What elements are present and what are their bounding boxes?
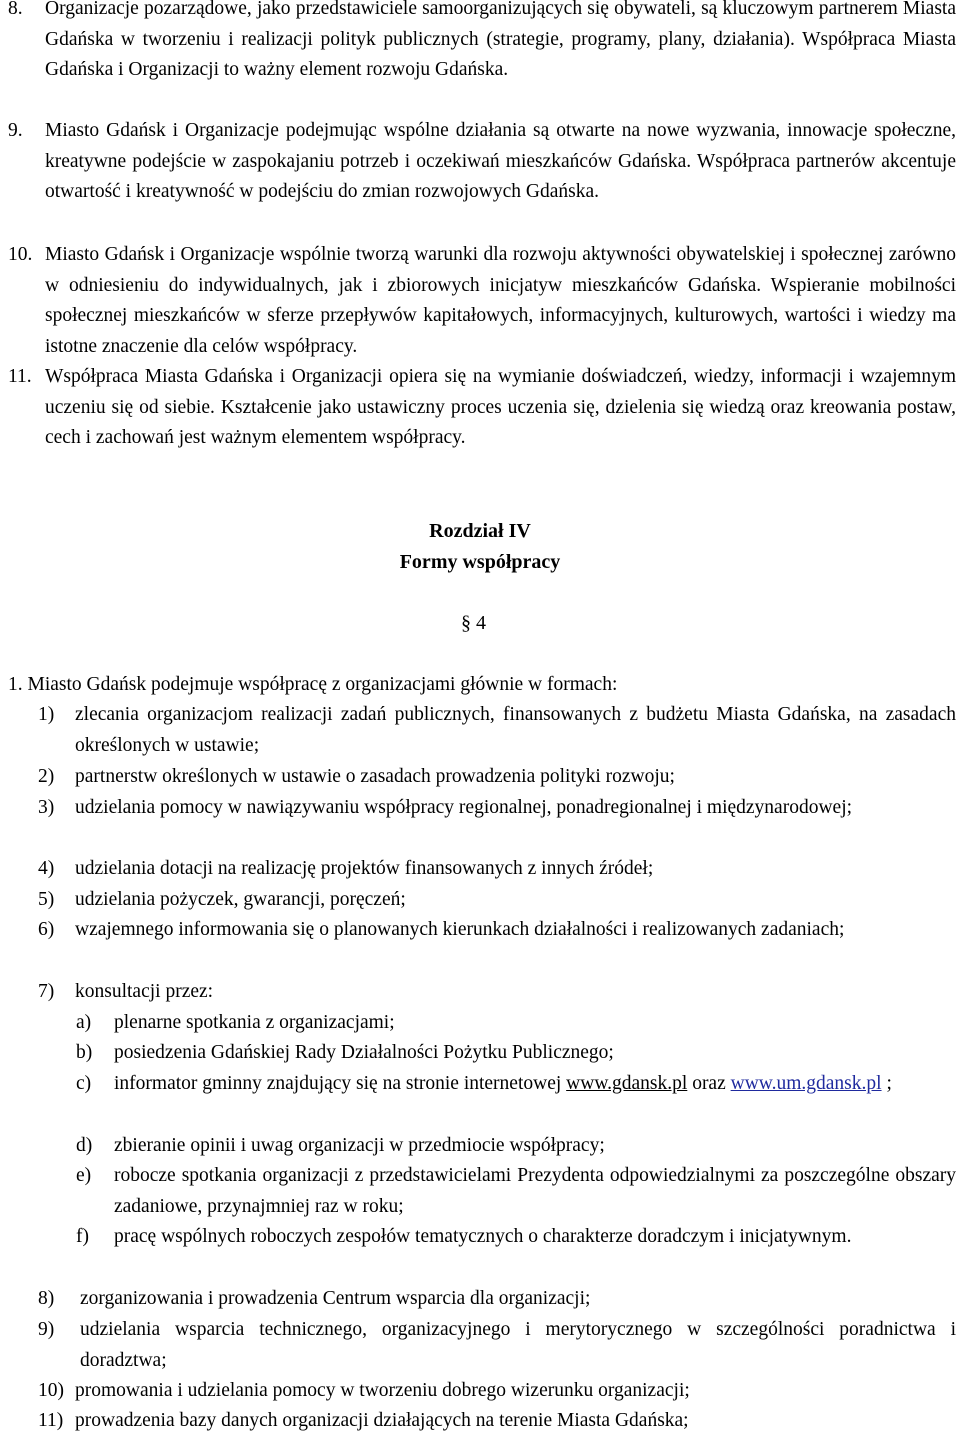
list-item-number: 11)	[38, 1410, 64, 1431]
section-intro-text: Miasto Gdańsk podejmuje współpracę z organizacjami głównie w formach:	[27, 674, 618, 695]
list-item	[38, 1406, 956, 1437]
list-item	[38, 854, 956, 885]
list-item	[38, 762, 956, 793]
sub-list-item-letter: e)	[76, 1165, 92, 1186]
list-item-number: 10)	[38, 1380, 64, 1401]
sub-list-item-text: pracę wspólnych roboczych zespołów tematycznych o charakterze doradczym i inicjatywnym.	[114, 1226, 852, 1247]
paragraph-8	[8, 0, 956, 86]
paragraph-text: Miasto Gdańsk i Organizacje podejmując wspólne działania są otwarte na nowe wyzwania, innowacje społeczne, kreatywne podejście w zaspokajaniu potrzeb i oczekiwań mieszkańców Gdańska. Współpraca partnerów akcentuje otwartość i kreatywność w podejściu do zmian rozwojowych Gdańska.	[45, 120, 956, 203]
sub-list-item-letter: a)	[76, 1012, 92, 1033]
list-item-number: 2)	[38, 766, 55, 787]
list-item-number: 4)	[38, 858, 55, 879]
list-item	[38, 1284, 956, 1315]
list-item	[38, 700, 956, 761]
sub-list-item	[76, 1038, 956, 1069]
paragraph-11	[8, 362, 956, 454]
link-gdansk-pl[interactable]: www.gdansk.pl	[566, 1073, 688, 1094]
list-item-text: zorganizowania i prowadzenia Centrum wsparcia dla organizacji;	[80, 1288, 591, 1309]
sub-list-item-letter: b)	[76, 1042, 93, 1063]
section-intro-number: 1.	[8, 674, 23, 695]
list-item-text: udzielania pomocy w nawiązywaniu współpracy regionalnej, ponadregionalnej i międzynarodowej;	[75, 797, 853, 818]
paragraph-number: 10.	[8, 244, 33, 265]
sub-list-item	[76, 1008, 956, 1039]
list-item-text: udzielania dotacji na realizację projektów finansowanych z innych źródeł;	[75, 858, 654, 879]
paragraph-9	[8, 116, 956, 208]
section-intro	[8, 670, 956, 701]
paragraph-number: 8.	[8, 0, 23, 19]
section-sign: § 4	[461, 612, 486, 634]
link-um-gdansk-pl[interactable]: www.um.gdansk.pl	[730, 1073, 882, 1094]
sub-list-item-text	[114, 1069, 956, 1100]
list-item-number: 1)	[38, 704, 55, 725]
sub-list-item-text: zbieranie opinii i uwag organizacji w przedmiocie współpracy;	[114, 1135, 605, 1156]
paragraph-10	[8, 240, 956, 362]
list-item	[38, 793, 956, 824]
sub-list-item-text: plenarne spotkania z organizacjami;	[114, 1012, 395, 1033]
sub-list-item-text-part: ;	[886, 1073, 892, 1094]
sub-list-item	[76, 1222, 956, 1253]
list-item	[38, 977, 956, 1008]
sub-list-item-text: posiedzenia Gdańskiej Rady Działalności Pożytku Publicznego;	[114, 1042, 614, 1063]
list-item	[38, 1376, 956, 1407]
list-item-text: partnerstw określonych w ustawie o zasadach prowadzenia polityki rozwoju;	[75, 766, 675, 787]
list-item-text: prowadzenia bazy danych organizacji działających na terenie Miasta Gdańska;	[75, 1410, 689, 1431]
list-item-number: 3)	[38, 797, 55, 818]
sub-list-item-letter: c)	[76, 1073, 92, 1094]
list-item-number: 6)	[38, 919, 55, 940]
list-item-text: konsultacji przez:	[75, 981, 214, 1002]
list-item-text: wzajemnego informowania się o planowanych kierunkach działalności i realizowanych zadaniach;	[75, 919, 845, 940]
list-item-number: 8)	[38, 1288, 55, 1309]
list-item-number: 9)	[38, 1319, 55, 1340]
sub-list-item-letter: f)	[76, 1226, 89, 1247]
sub-list-item	[76, 1161, 956, 1222]
list-item	[38, 915, 956, 946]
list-item-text: zlecania organizacjom realizacji zadań publicznych, finansowanych z budżetu Miasta Gdańska, na zasadach określonych w ustawie;	[75, 704, 956, 756]
paragraph-number: 9.	[8, 120, 23, 141]
chapter-title: Rozdział IV	[429, 520, 531, 542]
list-item-text: udzielania wsparcia technicznego, organizacyjnego i merytorycznego w szczególności poradnictwa i doradztwa;	[80, 1319, 956, 1371]
paragraph-text: Współpraca Miasta Gdańska i Organizacji opiera się na wymianie doświadczeń, wiedzy, informacji i wzajemnym uczeniu się od siebie. Kształcenie jako ustawiczny proces uczenia się, dzielenia się wiedzą oraz kreowania postaw, cech i zachowań jest ważnym elementem współpracy.	[45, 366, 956, 449]
sub-list-item-text: robocze spotkania organizacji z przedstawicielami Prezydenta odpowiedzialnymi za poszczególne obszary zadaniowe, przynajmniej raz w roku;	[114, 1165, 956, 1217]
list-item-text: udzielania pożyczek, gwarancji, poręczeń;	[75, 889, 406, 910]
sub-list-item-text-part: informator gminny znajdujący się na stronie internetowej	[114, 1073, 562, 1094]
sub-list-item-text-part: oraz	[692, 1073, 726, 1094]
chapter-subtitle: Formy współpracy	[399, 551, 561, 573]
list-item-text: promowania i udzielania pomocy w tworzeniu dobrego wizerunku organizacji;	[75, 1380, 690, 1401]
list-item	[38, 1315, 956, 1376]
paragraph-text: Organizacje pozarządowe, jako przedstawiciele samoorganizujących się obywateli, są kluczowym partnerem Miasta Gdańska w tworzeniu i realizacji polityk publicznych (strategie, programy, plany, działania). Współpraca Miasta Gdańska i Organizacji to ważny element rozwoju Gdańska.	[45, 0, 956, 81]
sub-list-item-letter: d)	[76, 1135, 93, 1156]
list-item-number: 5)	[38, 889, 55, 910]
sub-list-item	[76, 1131, 956, 1162]
sub-list-item	[76, 1069, 956, 1100]
paragraph-text: Miasto Gdańsk i Organizacje wspólnie tworzą warunki dla rozwoju aktywności obywatelskiej i społecznej zarówno w odniesieniu do indywidualnych, jak i zbiorowych inicjatyw mieszkańców Gdańska. Wspieranie mobilności społecznej mieszkańców w sferze przepływów kapitałowych, informacyjnych, kulturowych, wartości i wiedzy ma istotne znaczenie dla celów współpracy.	[45, 244, 956, 357]
paragraph-number: 11.	[8, 366, 32, 387]
list-item	[38, 885, 956, 916]
list-item-number: 7)	[38, 981, 55, 1002]
